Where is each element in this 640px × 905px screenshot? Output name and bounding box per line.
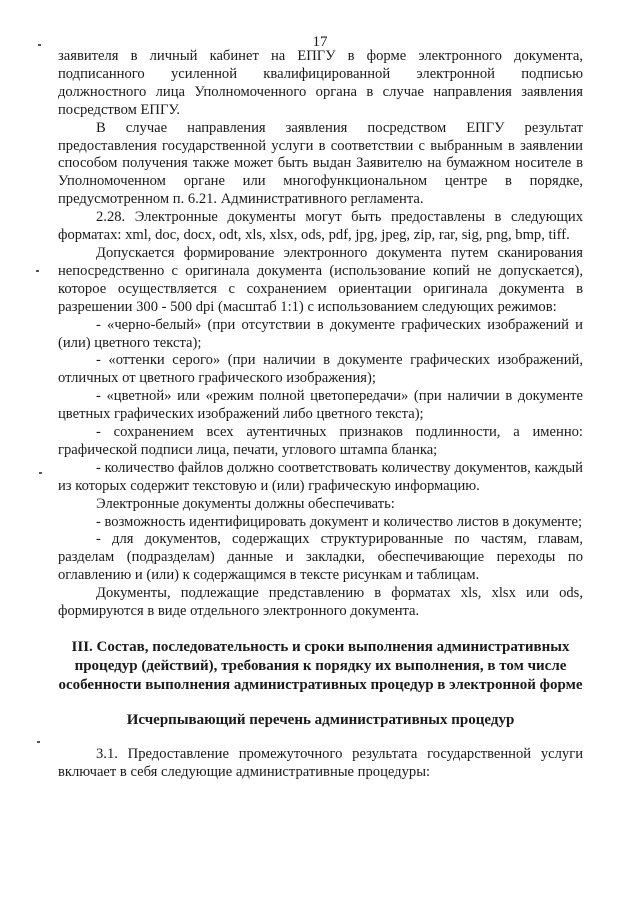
page-number: 17: [312, 34, 328, 50]
paragraph-requirements: Электронные документы должны обеспечивать:: [96, 495, 395, 512]
document-body: [58, 48, 583, 782]
list-item-grayscale: - «оттенки серого» (при наличии в документе графических изображений, отличных от цветного графического изображения);: [58, 352, 583, 387]
scan-mark: [39, 472, 42, 474]
list-item-identify: - возможность идентифицировать документ и количество листов в документе;: [96, 513, 583, 530]
list-item-authenticity: - сохранением всех аутентичных признаков подлинности, а именно: графической подписи лица, печати, углового штампа бланка;: [58, 424, 583, 458]
paragraph-2: В случае направления заявления посредством ЕПГУ результат предоставления государственной услуги в соответствии с выбранным в заявлении способом получения также может быть выдан Заявителю на бумажном носителе в Уполномоченном органе или многофункциональном центре в порядке, предусмотренном п. 6.21. Административного регламента.: [58, 119, 583, 208]
scan-mark: [37, 741, 40, 743]
paragraph-scanning: Допускается формирование электронного документа путем сканирования непосредственно с оригинала документа (использование копий не допускается), которое осуществляется с сохранением ориентации оригинала документа в разрешении 300 - 500 dpi (масштаб 1:1) с использованием следующих режимов:: [58, 244, 583, 315]
paragraph-3-1: 3.1. Предоставление промежуточного результата государственной услуги включает в себя следующие административные процедуры:: [58, 746, 583, 780]
scan-mark: [36, 270, 39, 272]
list-item-structured: - для документов, содержащих структурированные по частям, главам, разделам (подразделам) данные и закладки, обеспечивающие переходы по оглавлению и (или) к содержащимся в тексте рисункам и таблицам.: [58, 531, 583, 584]
paragraph-2-28: 2.28. Электронные документы могут быть предоставлены в следующих форматах: xml, doc, docx, odt, xls, xlsx, ods, pdf, jpg, jpeg, zip, rar, sig, png, bmp, tiff.: [58, 209, 583, 244]
scan-mark: [38, 44, 41, 46]
paragraph-spreadsheets: Документы, подлежащие представлению в форматах xls, xlsx или ods, формируются в виде отдельного электронного документа.: [58, 585, 583, 620]
section-subheading: Исчерпывающий перечень административных процедур: [126, 712, 515, 728]
section-heading: III. Состав, последовательность и сроки выполнения административных процедур (действий), требования к порядку их выполнения, в том числе особенности выполнения административных процедур в электронной форме: [58, 639, 583, 693]
list-item-color: - «цветной» или «режим полной цветопередачи» (при наличии в документе цветных графических изображений либо цветного текста);: [58, 388, 583, 423]
list-item-file-count: - количество файлов должно соответствовать количеству документов, каждый из которых содержит текстовую и (или) графическую информацию.: [58, 459, 583, 494]
list-item-bw: - «черно-белый» (при отсутствии в документе графических изображений и (или) цветного текста);: [58, 316, 583, 351]
paragraph-1: заявителя в личный кабинет на ЕПГУ в форме электронного документа, подписанного усиленной квалифицированной электронной подписью должностного лица Уполномоченного органа в случае направления заявления посредством ЕПГУ.: [58, 48, 583, 118]
